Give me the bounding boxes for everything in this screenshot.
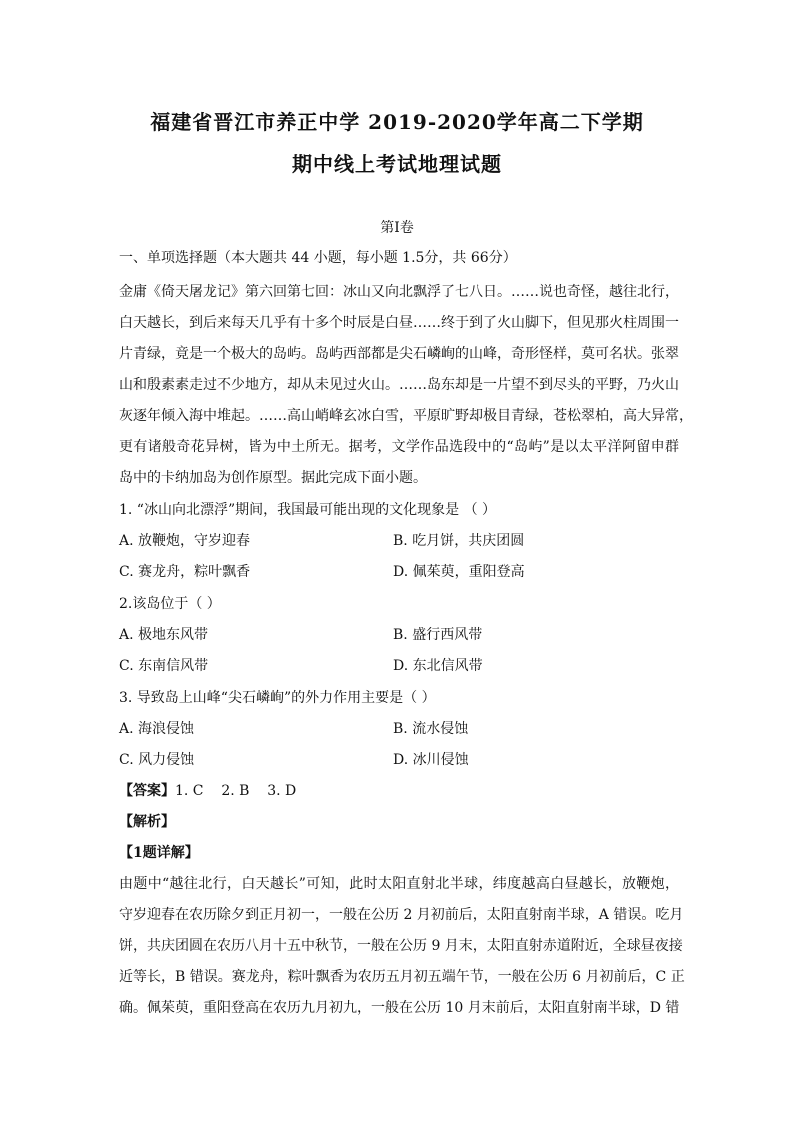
- question-option: A. 放鞭炮，守岁迎春: [119, 533, 251, 549]
- explanation-line: 饼，共庆团圆在农历八月十五中秋节，一般在公历 9 月末，太阳直射赤道附近，全球昼夜接: [119, 938, 683, 954]
- answer-text: 1. C 2. B 3. D: [175, 783, 297, 799]
- question-stem: 3. 导致岛上山峰“尖石嶙峋”的外力作用主要是（ ）: [119, 690, 436, 706]
- part-heading: 一、单项选择题（本大题共 44 小题，每小题 1.5分，共 66分）: [119, 250, 517, 266]
- question-stem: 1. “冰山向北漂浮”期间，我国最可能出现的文化现象是 （ ）: [119, 502, 497, 518]
- question-option: C. 赛龙舟，粽叶飘香: [119, 564, 251, 580]
- question-option: D. 冰川侵蚀: [393, 752, 469, 768]
- analysis-label: 【解析】: [119, 814, 175, 830]
- passage-line: 金庸《倚天屠龙记》第六回第七回：冰山又向北飘浮了七八日。……说也奇怪，越往北行，: [119, 284, 679, 300]
- question-option: C. 东南信风带: [119, 658, 209, 674]
- passage-line: 更有诸般奇花异树，皆为中土所无。据考，文学作品选段中的“岛屿”是以太平洋阿留申群: [119, 439, 679, 455]
- question-option: C. 风力侵蚀: [119, 752, 195, 768]
- question-option: A. 极地东风带: [119, 627, 209, 643]
- explanation-line: 确。佩茱萸，重阳登高在农历九月初九，一般在公历 10 月末前后，太阳直射南半球，D 错: [119, 1000, 680, 1016]
- doc-title-line2: 期中线上考试地理试题: [292, 152, 502, 176]
- answer-line: [119, 780, 679, 800]
- passage-line: 山和殷素素走过不少地方，却从未见过火山。……岛东却是一片望不到尽头的平野，乃火山: [119, 377, 679, 393]
- question-option: B. 流水侵蚀: [393, 721, 469, 737]
- question-option: D. 东北信风带: [393, 658, 483, 674]
- passage-line: 岛中的卡纳加岛为创作原型。据此完成下面小题。: [119, 470, 427, 486]
- explanation-line: 近等长，B 错误。赛龙舟，粽叶飘香为农历五月初五端午节，一般在公历 6 月初前后，C 正: [119, 969, 685, 985]
- passage-line: 片青绿，竟是一个极大的岛屿。岛屿西部都是尖石嶙峋的山峰，奇形怪样，莫可名状。张翠: [119, 346, 679, 362]
- explanation-line: 守岁迎春在农历除夕到正月初一，一般在公历 2 月初前后，太阳直射南半球，A 错误。吃月: [119, 907, 684, 923]
- passage-line: 灰逐年倾入海中堆起。……高山峭峰玄冰白雪，平原旷野却极目青绿，苍松翠柏，高大异常，: [119, 408, 693, 424]
- detail-label: 【1题详解】: [119, 845, 199, 861]
- question-option: D. 佩茱萸，重阳登高: [393, 564, 525, 580]
- question-option: A. 海浪侵蚀: [119, 721, 195, 737]
- question-option: B. 吃月饼，共庆团圆: [393, 533, 525, 549]
- section-label: 第Ⅰ卷: [380, 220, 414, 236]
- answer-label: 【答案】: [119, 783, 175, 799]
- explanation-line: 由题中“越往北行，白天越长”可知，此时太阳直射北半球，纬度越高白昼越长，放鞭炮，: [119, 876, 679, 892]
- doc-title-line1: 福建省晋江市养正中学 2019-2020学年高二下学期: [150, 110, 644, 134]
- passage-line: 白天越长，到后来每天几乎有十多个时辰是白昼……终于到了火山脚下，但见那火柱周围一: [119, 315, 679, 331]
- question-stem: 2.该岛位于（ ）: [119, 596, 221, 612]
- question-option: B. 盛行西风带: [393, 627, 483, 643]
